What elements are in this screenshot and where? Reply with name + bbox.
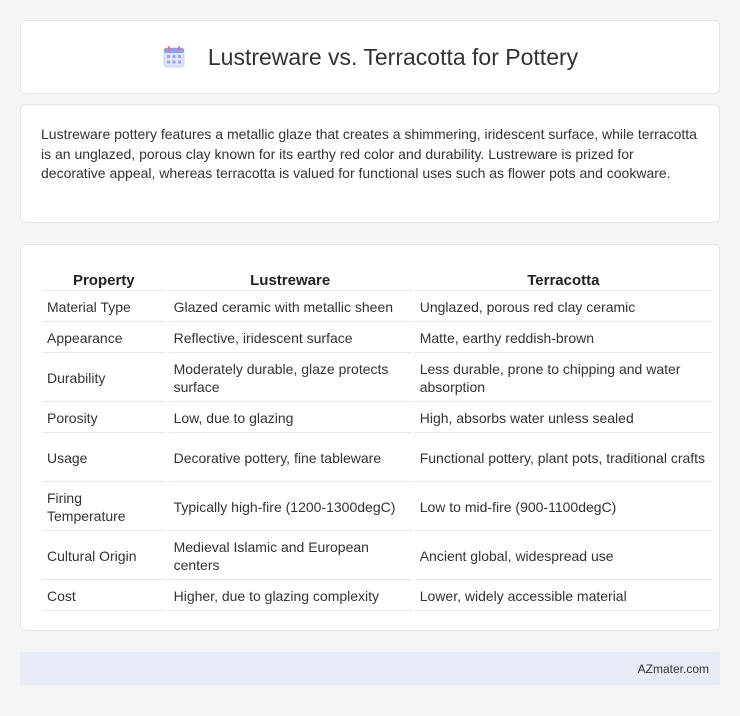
table-cell-lustreware: Reflective, iridescent surface [169,323,412,353]
intro-text: Lustreware pottery features a metallic glaze that creates a shimmering, iridescent surface, while terracotta is an unglazed, porous clay known for its earthy red color and durability. Lustreware is prized for decorative appeal, whereas terracotta is valued for functional uses such as flower pots and cookware. [41,126,697,181]
table-cell-property: Appearance [42,323,166,353]
table-row [42,434,712,482]
table-cell-terracotta: Less durable, prone to chipping and water absorption [415,354,712,402]
table-cell-property: Firing Temperature [42,483,166,531]
intro-card [20,104,720,223]
table-row [42,483,712,531]
table-cell-property: Usage [42,434,166,482]
calendar-icon [162,45,186,69]
comparison-table [39,267,715,612]
table-cell-lustreware: Medieval Islamic and European centers [169,532,412,580]
table-header-row [42,268,712,291]
table-cell-terracotta: Matte, earthy reddish-brown [415,323,712,353]
comparison-table-card [20,244,720,631]
header [162,44,578,71]
table-row [42,292,712,322]
table-cell-lustreware: Typically high-fire (1200-1300degC) [169,483,412,531]
table-row [42,323,712,353]
table-cell-property: Durability [42,354,166,402]
table-cell-lustreware: Decorative pottery, fine tableware [169,434,412,482]
header-card [20,20,720,94]
table-cell-lustreware: Glazed ceramic with metallic sheen [169,292,412,322]
column-header-terracotta: Terracotta [415,268,712,291]
table-cell-terracotta: High, absorbs water unless sealed [415,403,712,433]
table-cell-terracotta: Ancient global, widespread use [415,532,712,580]
page-title: Lustreware vs. Terracotta for Pottery [207,43,579,70]
table-cell-property: Porosity [42,403,166,433]
table-cell-property: Cost [42,581,166,611]
table-cell-lustreware: Low, due to glazing [169,403,412,433]
table-cell-terracotta: Lower, widely accessible material [415,581,712,611]
table-cell-property: Material Type [42,292,166,322]
table-row [42,403,712,433]
footer-brand: AZmater.com [637,661,709,676]
table-row [42,532,712,580]
column-header-lustreware: Lustreware [169,268,412,291]
table-cell-terracotta: Low to mid-fire (900-1100degC) [415,483,712,531]
table-cell-property: Cultural Origin [42,532,166,580]
table-row [42,581,712,611]
table-cell-lustreware: Higher, due to glazing complexity [169,581,412,611]
table-cell-lustreware: Moderately durable, glaze protects surface [169,354,412,402]
column-header-property: Property [42,268,166,291]
table-cell-terracotta: Unglazed, porous red clay ceramic [415,292,712,322]
footer [20,652,720,685]
table-row [42,354,712,402]
table-cell-terracotta: Functional pottery, plant pots, traditional crafts [415,434,712,482]
